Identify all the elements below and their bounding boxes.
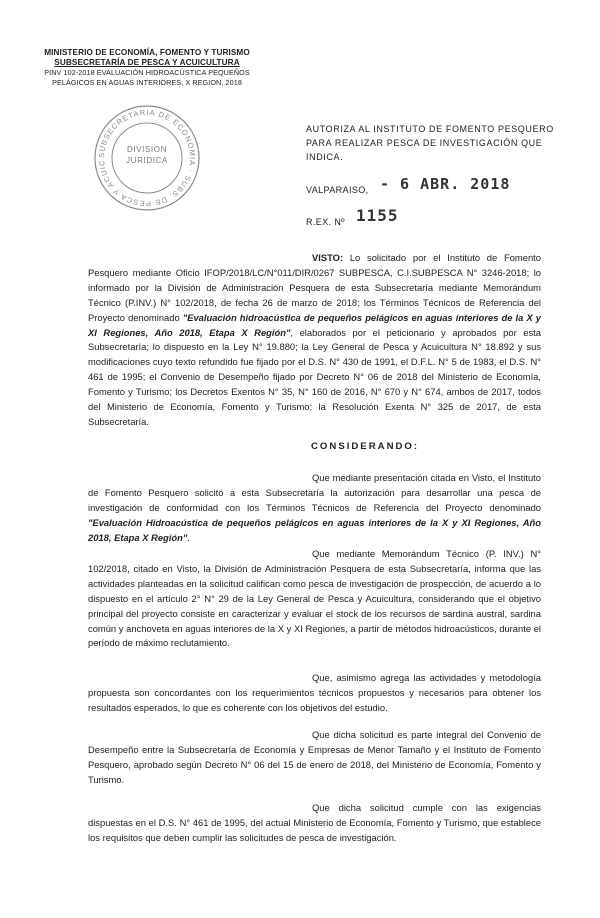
place: VALPARAISO, (306, 185, 369, 195)
file-reference-2: PELÁGICOS EN AGUAS INTERIORES, X REGION, 2018 (52, 78, 242, 87)
stamp-ring-text: SUBSECRETARIA DE ECONOMIA · SUBS. DE PESCA Y ACUIC (96, 107, 198, 209)
subsecretariat-name: SUBSECRETARÍA DE PESCA Y ACUICULTURA (54, 58, 240, 67)
title-line1: AUTORIZA AL INSTITUTO DE FOMENTO PESQUERO (306, 124, 554, 134)
considerando-5 (88, 801, 541, 846)
considerando-3 (88, 671, 541, 716)
ministry-name: MINISTERIO DE ECONOMÍA, FOMENTO Y TURISMO (44, 48, 250, 57)
considerando-1-paragraph (88, 471, 541, 546)
date-stamp: - 6 ABR. 2018 (380, 175, 511, 193)
considerando-1 (88, 471, 541, 546)
considerando-4 (88, 728, 541, 788)
considerando-2 (88, 547, 541, 651)
visto-paragraph (88, 251, 541, 430)
file-reference: PINV 102-2018 EVALUACIÓN HIDROACÚSTICA PEQUEÑOS (44, 68, 250, 77)
visto-section (88, 251, 541, 430)
considerando-1-end: . (187, 531, 190, 543)
considerando-1-text: Que mediante presentación citada en Visto, el Instituto de Fomento Pesquero solicitó a esta Subsecretaría la autorización para desarrollar una pesca de investigación de conformidad con los Términos Técnicos de Referencia del Proyecto denominado (88, 472, 541, 513)
title-line2: PARA REALIZAR PESCA DE INVESTIGACIÓN QUE (306, 138, 543, 148)
considerando-heading: CONSIDERANDO: (311, 441, 420, 452)
place-date-line (306, 175, 586, 198)
stamp-center-line1: DIVISION (127, 145, 167, 154)
visto-text-1: Lo solicitado por el Instituto de Fomento Pesquero mediante Oficio IFOP/2018/LC/N°011/DIR/0267 SUBPESCA, C.I.SUBPESCA N° 3246-2018; lo informado por la División de Administración Pesquera de esta Subsecretaría mediante Memorándum Técnico (P.INV.) N° 102/2018, de fecha 26 de marzo de 2018; los Términos Técnicos de Referencia del Proyecto denominado (88, 252, 541, 323)
considerando-5-paragraph: Que dicha solicitud cumple con las exigencias dispuestas en el D.S. N° 461 de 1995, del actual Ministerio de Economía, Fomento y Turismo, que establece los requisitos que deben cumplir las solicitudes de pesca de investigación. (88, 802, 541, 843)
resolution-title (306, 122, 576, 164)
visto-label: VISTO: (312, 252, 344, 263)
considerando-2-paragraph: Que mediante Memorándum Técnico (P. INV.) N° 102/2018, citado en Visto, la División de Administración Pesquera de esta Subsecretaría, informa que las actividades planteadas en la solicitud califican como pesca de investigación de prospección, de acuerdo a lo dispuesto en el artículo 2° N° 29 de la Ley General de Pesca y Acuicultura, considerando que el objetivo principal del proyecto consiste en caracterizar y evaluar el stock de los recursos de sardina austral, sardina común y anchoveta en aguas interiores de la X y XI Regiones, a partir de métodos hidroacústicos, durante el período de máximo reclutamiento. (88, 548, 541, 649)
division-juridica-stamp (93, 104, 201, 212)
visto-text-2: , elaborados por el peticionario y aprobados por esta Subsecretaría; lo dispuesto en la Ley N° 19.880; la Ley General de Pesca y Acuicultura N° 18.892 y sus modificaciones cuyo texto refundido fue fijado por el D.S. N° 430 de 1991, el D.F.L. N° 5 de 1983, el D.S. N° 461 de 1995; el Convenio de Desempeño fijado por Decreto N° 06 de 2018 del Ministerio de Economía, Fomento y Turismo; los Decretos Exentos N° 35, N° 160 de 2016, N° 670 y N° 674, ambos de 2017, todos del Ministerio de Economía, Fomento y Turismo; la Resolución Exenta N° 325 de 2017, de esta Subsecretaría. (88, 326, 542, 427)
considerando-4-paragraph: Que dicha solicitud es parte integral del Convenio de Desempeño entre la Subsecretaría de Economía y Empresas de Menor Tamaño y el Instituto de Fomento Pesquero, aprobado según Decreto N° 06 del 15 de enero de 2018, del Ministerio de Economía, Fomento y Turismo. (88, 729, 541, 785)
considerando-3-paragraph: Que, asimismo agrega las actividades y metodología propuesta son concordantes con los requerimientos técnicos propuestos y necesarios para obtener los resultados esperados, lo que es coherente con los objetivos del estudio. (88, 672, 541, 713)
considerando-1-project-name: "Evaluación Hidroacústica de pequeños pelágicos en aguas interiores de la X y XI Regiones, Año 2018, Etapa X Región" (88, 516, 541, 543)
resolution-number-line (306, 206, 506, 230)
resolution-number: 1155 (356, 206, 399, 225)
visto-project-name: "Evaluación hidroacústica de pequeños pelágicos en aguas interiores de la X y XI Regiones, Año 2018, Etapa X Región" (88, 311, 541, 338)
title-line3: INDICA. (306, 152, 344, 162)
letterhead (22, 48, 272, 88)
stamp-center-line2: JURIDICA (126, 156, 168, 165)
resolution-label: R.EX. Nº (306, 217, 345, 227)
